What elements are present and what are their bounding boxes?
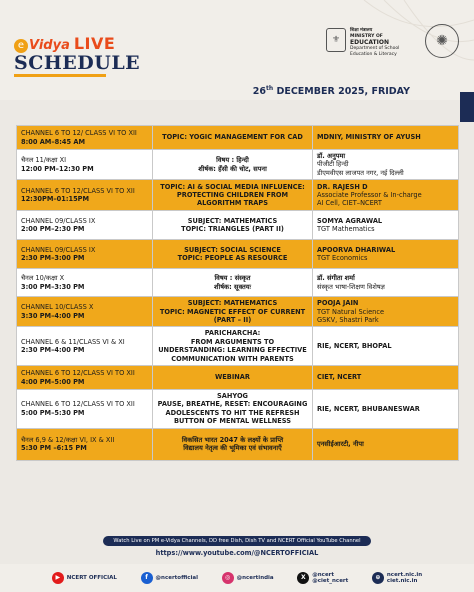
side-accent-bar (460, 92, 474, 122)
evidya-e-mark: e (14, 39, 28, 53)
channel-cell (17, 150, 153, 180)
topic-cell (153, 180, 313, 211)
col3-text: DR. RAJESH D (317, 182, 368, 191)
col2-subtext: TOPIC: PEOPLE AS RESOURCE (177, 254, 288, 263)
col2-subtext: शीर्षक: हँसी की चोट, सपना (198, 164, 267, 173)
col3-subtext: संस्कृत भाषा-शिक्षण विशेषज्ञ (317, 282, 385, 291)
social-item[interactable] (372, 572, 422, 584)
social-item[interactable] (141, 572, 198, 584)
x-icon: X (297, 572, 309, 584)
table-row (17, 180, 459, 211)
col1-subtext: 4:00 PM–5:00 PM (21, 377, 85, 386)
social-label: @ncertofficial (155, 575, 198, 581)
col1-subtext: 5:00 PM–5:30 PM (21, 408, 85, 417)
table-row (17, 297, 459, 327)
channel-cell (17, 390, 153, 429)
resource-cell (313, 390, 459, 429)
col1-text: CHANNEL 6 TO 12/ CLASS VI TO XII (21, 129, 137, 138)
resource-cell (313, 150, 459, 180)
channel-cell (17, 297, 153, 327)
resource-cell (313, 327, 459, 366)
topic-cell (153, 240, 313, 269)
col3-text: SOMYA AGRAWAL (317, 216, 383, 225)
instagram-icon: ◎ (222, 572, 234, 584)
col3-text: RIE, NCERT, BHOPAL (317, 342, 392, 351)
ministry-text: शिक्षा मंत्रालय MINISTRY OF EDUCATION Department of School Education & Literacy (350, 28, 400, 57)
resource-cell (313, 126, 459, 150)
evidya-text: Vidya (29, 38, 70, 53)
col2-text: SUBJECT: SOCIAL SCIENCE (184, 245, 281, 254)
col2-subtext: शीर्षक: सूक्तयः (214, 282, 251, 291)
ministry-logo (326, 26, 416, 56)
col3-subtext: TGT Economics (317, 254, 368, 263)
schedule-title: SCHEDULE (14, 52, 141, 74)
schedule-date: 26th DECEMBER 2025, FRIDAY (252, 85, 410, 98)
col2-text: SUBJECT: MATHEMATICS (187, 216, 278, 225)
footer-band (0, 527, 474, 561)
col3-text: MDNIY, MINISTRY OF AYUSH (317, 133, 421, 142)
col2-subtext: PAUSE, BREATHE, RESET: ENCOURAGING ADOLESCENTS TO HIT THE REFRESH BUTTON OF MENTAL WELLNESS (157, 400, 308, 426)
col3-text: CIET, NCERT (317, 373, 362, 382)
col1-subtext: 12:30PM–01:15PM (21, 195, 90, 204)
ncert-emblem-icon: ✺ (425, 24, 459, 58)
col2-text: WEBINAR (215, 373, 250, 382)
table-row (17, 126, 459, 150)
schedule-table (16, 125, 459, 461)
col1-subtext: 2:30 PM–4:00 PM (21, 346, 85, 355)
resource-cell (313, 180, 459, 211)
table-row (17, 211, 459, 240)
youtube-link[interactable]: https://www.youtube.com/@NCERTOFFICIAL (155, 549, 319, 557)
channel-cell (17, 240, 153, 269)
col2-subtext: TOPIC: TRIANGLES (PART II) (181, 225, 284, 234)
channel-cell (17, 327, 153, 366)
col3-text: डॉ. संगीता शर्मा (317, 274, 355, 283)
evidya-live-logo (14, 34, 140, 77)
col1-subtext: 3:30 PM–4:00 PM (21, 311, 85, 320)
table-row (17, 390, 459, 429)
col1-text: CHANNEL 10/CLASS X (21, 303, 94, 312)
col1-subtext: 2:30 PM–3:00 PM (21, 254, 85, 263)
topic-cell (153, 126, 313, 150)
resource-cell (313, 366, 459, 390)
col3-subtext: Associate Professor & In-charge AI Cell, CIET–NCERT (317, 191, 422, 208)
table-row (17, 327, 459, 366)
topic-cell (153, 428, 313, 460)
resource-cell (313, 240, 459, 269)
topic-cell (153, 150, 313, 180)
topic-cell (153, 269, 313, 297)
col1-subtext: 3:00 PM–3:30 PM (21, 282, 85, 291)
resource-cell (313, 269, 459, 297)
social-label: @ncert @ciet_ncert (312, 572, 349, 584)
social-item[interactable] (297, 572, 348, 584)
page-header (0, 0, 474, 100)
social-label: @ncertindia (236, 575, 274, 581)
channel-cell (17, 126, 153, 150)
col2-text: TOPIC: AI & SOCIAL MEDIA INFLUENCE: PROTECTING CHILDREN FROM ALGORITHM TRAPS (160, 182, 305, 208)
col1-subtext: 8:00 AM–8:45 AM (21, 137, 86, 146)
resource-cell (313, 297, 459, 327)
col1-text: CHANNEL 09/CLASS IX (21, 216, 96, 225)
channel-cell (17, 269, 153, 297)
social-bar (0, 564, 474, 592)
col3-subtext: TGT Natural Science GSKV, Shastri Park (317, 307, 385, 325)
col1-text: CHANNEL 6 TO 12/CLASS VI TO XII (21, 400, 135, 409)
col2-text: विकसित भारत 2047 के लक्ष्यों के प्राप्ति (181, 435, 284, 444)
col2-subtext: FROM ARGUMENTS TO UNDERSTANDING: LEARNING EFFECTIVE COMMUNICATION WITH PARENTS (158, 337, 307, 363)
col2-text: TOPIC: YOGIC MANAGEMENT FOR CAD (162, 133, 303, 142)
globe-icon: ⊕ (372, 572, 384, 584)
col1-text: चैनल 10/कक्षा X (21, 274, 65, 283)
topic-cell (153, 366, 313, 390)
col3-subtext: पीजीटी हिन्दी डीएमवीएस लाजपत नगर, नई दिल्ली (317, 160, 404, 177)
table-row (17, 428, 459, 460)
youtube-icon: ▶ (52, 572, 64, 584)
table-row (17, 240, 459, 269)
col1-text: CHANNEL 6 TO 12/CLASS VI TO XII (21, 369, 135, 378)
col1-subtext: 5:30 PM –6:15 PM (21, 444, 87, 453)
col3-text: POOJA JAIN (317, 299, 359, 308)
col1-subtext: 12:00 PM–12:30 PM (21, 164, 94, 173)
col1-text: चैनल 6,9 & 12/कक्षा VI, IX & XII (21, 435, 115, 444)
col2-text: विषय : हिन्दी (216, 156, 249, 165)
col1-text: चैनल 11/कक्षा XI (21, 156, 67, 165)
col1-text: CHANNEL 09/CLASS IX (21, 245, 96, 254)
channel-cell (17, 366, 153, 390)
topic-cell (153, 390, 313, 429)
col2-text: SAHYOG (217, 392, 248, 401)
channel-cell (17, 180, 153, 211)
resource-cell (313, 211, 459, 240)
col3-text: एनसीईआरटी, नीपा (317, 439, 364, 448)
facebook-icon: f (141, 572, 153, 584)
col3-subtext: TGT Mathematics (317, 225, 375, 234)
table-row (17, 150, 459, 180)
emblem-icon: ⚜ (326, 28, 346, 52)
col2-text: विषय : संस्कृत (214, 274, 251, 283)
col1-text: CHANNEL 6 & 11/CLASS VI & XI (21, 337, 125, 346)
col2-subtext: TOPIC: MAGNETIC EFFECT OF CURRENT (PART – II) (159, 307, 306, 325)
social-item[interactable] (52, 572, 117, 584)
topic-cell (153, 327, 313, 366)
col1-text: CHANNEL 6 TO 12/CLASS VI TO XII (21, 186, 135, 195)
col2-subtext: विद्यालय नेतृत्व की भूमिका एवं संभावनाएँ (183, 444, 282, 453)
resource-cell (313, 428, 459, 460)
col3-text: डॉ. अनुपमा (317, 152, 346, 160)
topic-cell (153, 211, 313, 240)
col1-subtext: 2:00 PM–2:30 PM (21, 225, 85, 234)
table-row (17, 366, 459, 390)
channel-cell (17, 428, 153, 460)
topic-cell (153, 297, 313, 327)
social-item[interactable] (222, 572, 274, 584)
table-row (17, 269, 459, 297)
col3-text: APOORVA DHARIWAL (317, 245, 396, 254)
logo-underline (14, 74, 106, 77)
social-label: ncert.nic.in ciet.nic.in (386, 572, 423, 584)
watch-live-note: Watch Live on PM e-Vidya Channels, DD free Dish, Dish TV and NCERT Official YouTube Channel (103, 536, 370, 546)
live-text: LIVE (73, 34, 116, 53)
col2-text: SUBJECT: MATHEMATICS (187, 299, 278, 308)
channel-cell (17, 211, 153, 240)
col2-text: PARICHARCHA: (204, 329, 261, 338)
social-label: NCERT OFFICIAL (66, 575, 117, 581)
col3-text: RIE, NCERT, BHUBANESWAR (317, 404, 420, 413)
